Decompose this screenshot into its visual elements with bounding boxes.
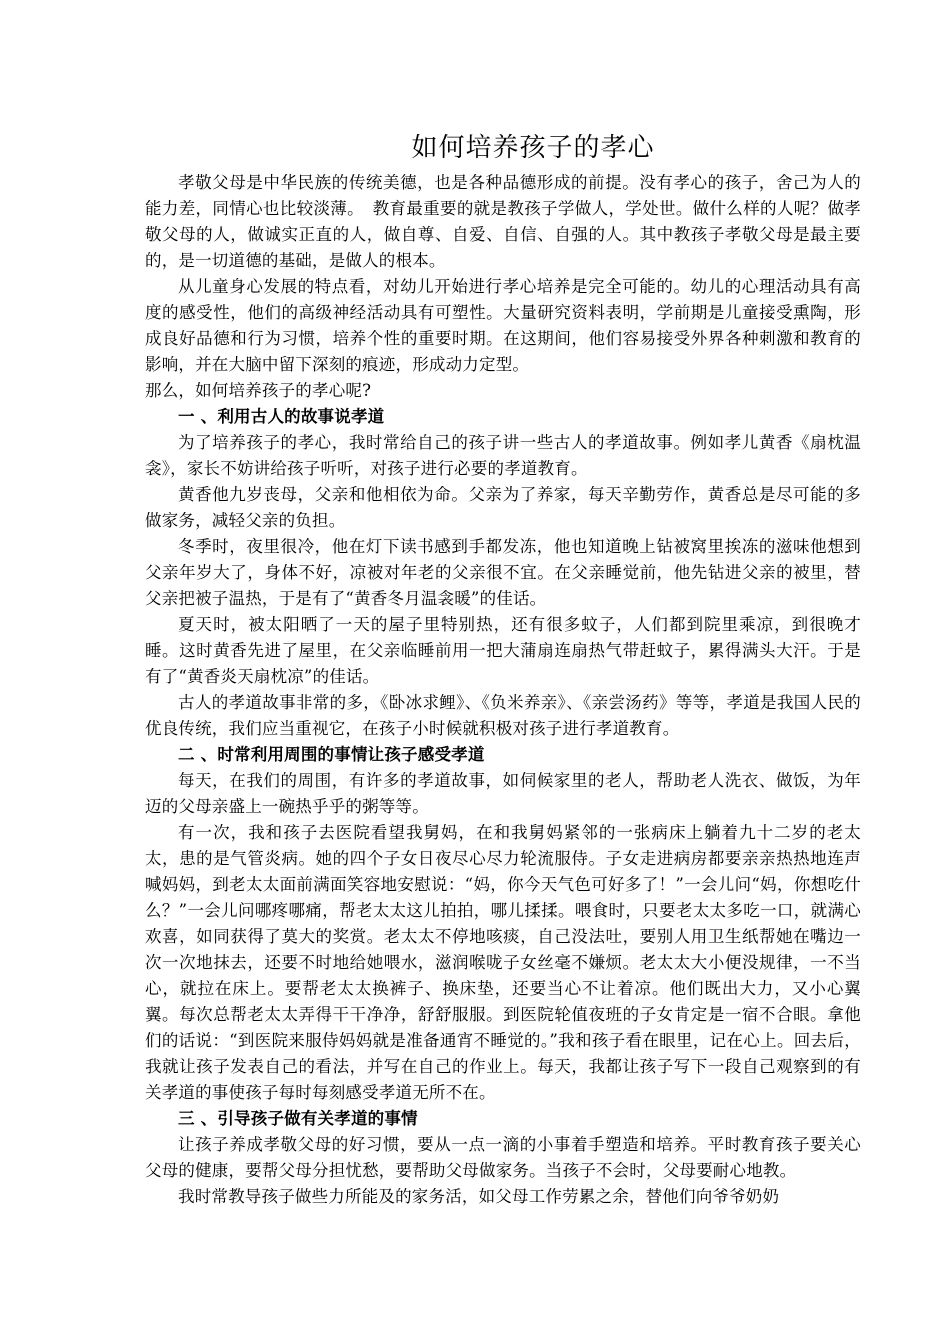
section1-paragraph: 古人的孝道故事非常的多，《卧冰求鲤》、《负米养亲》、《亲尝汤药》等等，孝道是我国人民的优良传统，我们应当重视它，在孩子小时候就积极对孩子进行孝道教育。 (145, 693, 861, 738)
section3-paragraph: 我时常教导孩子做些力所能及的家务活，如父母工作劳累之余，替他们向爷爷奶奶 (178, 1187, 780, 1206)
question-line: 那么，如何培养孩子的孝心呢? (145, 381, 372, 400)
document-page (145, 130, 861, 1210)
section1-paragraph: 黄香他九岁丧母，父亲和他相依为命。父亲为了养家，每天辛勤劳作，黄香总是尽可能的多做家务，减轻父亲的负担。 (145, 485, 861, 530)
section-heading-1: 一 、利用古人的故事说孝道 (178, 407, 385, 426)
document-title: 如何培养孩子的孝心 (411, 133, 655, 163)
section2-paragraph: 有一次，我和孩子去医院看望我舅妈，在和我舅妈紧邻的一张病床上躺着九十二岁的老太太，患的是气管炎病。她的四个子女日夜尽心尽力轮流服侍。子女走进病房都要亲亲热热地连声喊妈妈，到老太太面前满面笑容地安慰说：“妈，你今天气色可好多了！”一会儿问“妈，你想吃什么？”一会儿问哪疼哪痛，帮老太太这儿拍拍，哪儿揉揉。喂食时，只要老太太多吃一口，就满心欢喜，如同获得了莫大的奖赏。老太太不停地咳痰，自己没法吐，要别人用卫生纸帮她在嘴边一次一次地抹去，还要不时地给她喂水，滋润喉咙子女丝毫不嫌烦。老太太大小便没规律，一不当心，就拉在床上。要帮老太太换裤子、换床垫，还要当心不让着凉。他们既出大力，又小心翼翼。每次总帮老太太弄得干干净净，舒舒服服。到医院轮值夜班的子女肯定是一宿不合眼。拿他们的话说：“到医院来服侍妈妈就是准备通宵不睡觉的。”我和孩子看在眼里，记在心上。回去后，我就让孩子发表自己的看法，并写在自己的作业上。每天，我都让孩子写下一段自己观察到的有关孝道的事使孩子每时每刻感受孝道无所不在。 (145, 823, 861, 1102)
section1-paragraph: 冬季时，夜里很冷，他在灯下读书感到手都发冻，他也知道晚上钻被窝里挨冻的滋味他想到父亲年岁大了，身体不好，凉被对年老的父亲很不宜。在父亲睡觉前，他先钻进父亲的被里，替父亲把被子温热，于是有了“黄香冬月温衾暖”的佳话。 (145, 537, 861, 608)
section3-paragraph: 让孩子养成孝敬父母的好习惯，要从一点一滴的小事着手塑造和培养。平时教育孩子要关心父母的健康，要帮父母分担忧愁，要帮助父母做家务。当孩子不会时，父母要耐心地教。 (145, 1135, 861, 1180)
section1-paragraph: 夏天时，被太阳晒了一天的屋子里特别热，还有很多蚊子，人们都到院里乘凉，到很晚才睡。这时黄香先进了屋里，在父亲临睡前用一把大蒲扇连扇热气带赶蚊子，累得满头大汗。于是有了“黄香炎天扇枕凉”的佳话。 (145, 615, 861, 686)
section2-paragraph: 每天，在我们的周围，有许多的孝道故事，如伺候家里的老人，帮助老人洗衣、做饭，为年迈的父母亲盛上一碗热乎乎的粥等等。 (145, 771, 861, 816)
intro-paragraph: 从儿童身心发展的特点看，对幼儿开始进行孝心培养是完全可能的。幼儿的心理活动具有高度的感受性，他们的高级神经活动具有可塑性。大量研究资料表明，学前期是儿童接受熏陶，形成良好品德和行为习惯，培养个性的重要时期。在这期间，他们容易接受外界各种刺激和教育的影响，并在大脑中留下深刻的痕迹，形成动力定型。 (145, 277, 861, 374)
section-heading-3: 三 、引导孩子做有关孝道的事情 (178, 1109, 418, 1128)
section1-paragraph: 为了培养孩子的孝心，我时常给自己的孩子讲一些古人的孝道故事。例如孝儿黄香《扇枕温衾》，家长不妨讲给孩子听听，对孩子进行必要的孝道教育。 (145, 433, 861, 478)
intro-paragraph: 孝敬父母是中华民族的传统美德，也是各种品德形成的前提。没有孝心的孩子，舍己为人的能力差，同情心也比较淡薄。 教育最重要的就是教孩子学做人，学处世。做什么样的人呢？做孝敬父母的人，做诚实正直的人，做自尊、自爱、自信、自强的人。其中教孩子孝敬父母是最主要的，是一切道德的基础，是做人的根本。 (145, 173, 861, 270)
section-heading-2: 二 、时常利用周围的事情让孩子感受孝道 (178, 745, 485, 764)
